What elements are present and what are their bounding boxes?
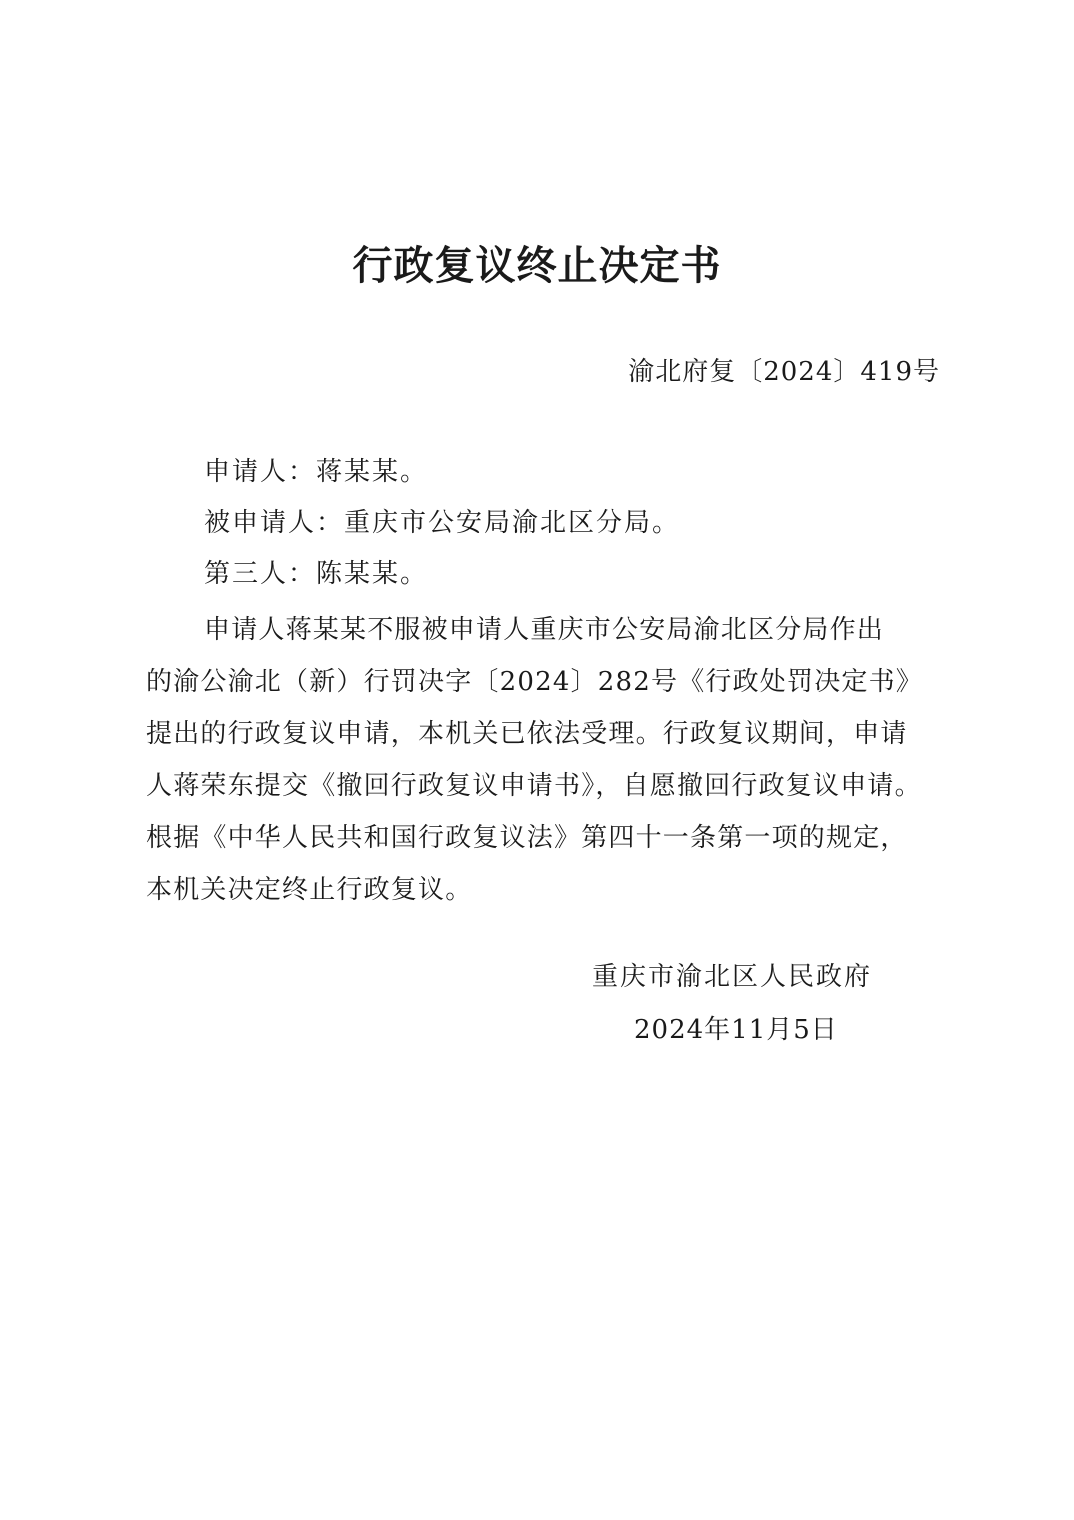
document-title: 行政复议终止决定书	[352, 243, 722, 289]
body-line: 人蒋荣东提交《撤回行政复议申请书》，自愿撤回行政复议申请。	[146, 771, 922, 801]
body-line: 本机关决定终止行政复议。	[146, 875, 473, 905]
body-line: 申请人蒋某某不服被申请人重庆市公安局渝北区分局作出	[204, 615, 885, 645]
document-number: 渝北府复〔2024〕419号	[628, 357, 940, 387]
respondent-line: 被申请人：重庆市公安局渝北区分局。	[204, 508, 681, 538]
third-party-line: 第三人：陈某某。	[204, 559, 429, 589]
body-line: 的渝公渝北（新）行罚决字〔2024〕282号《行政处罚决定书》	[146, 667, 923, 697]
decision-body	[146, 604, 946, 916]
issue-date: 2024年11月5日	[634, 1015, 838, 1045]
issuing-authority: 重庆市渝北区人民政府	[592, 962, 873, 992]
applicant-line: 申请人：蒋某某。	[204, 457, 429, 487]
body-line: 根据《中华人民共和国行政复议法》第四十一条第一项的规定，	[146, 823, 908, 853]
body-line: 提出的行政复议申请，本机关已依法受理。行政复议期间，申请	[146, 719, 908, 749]
